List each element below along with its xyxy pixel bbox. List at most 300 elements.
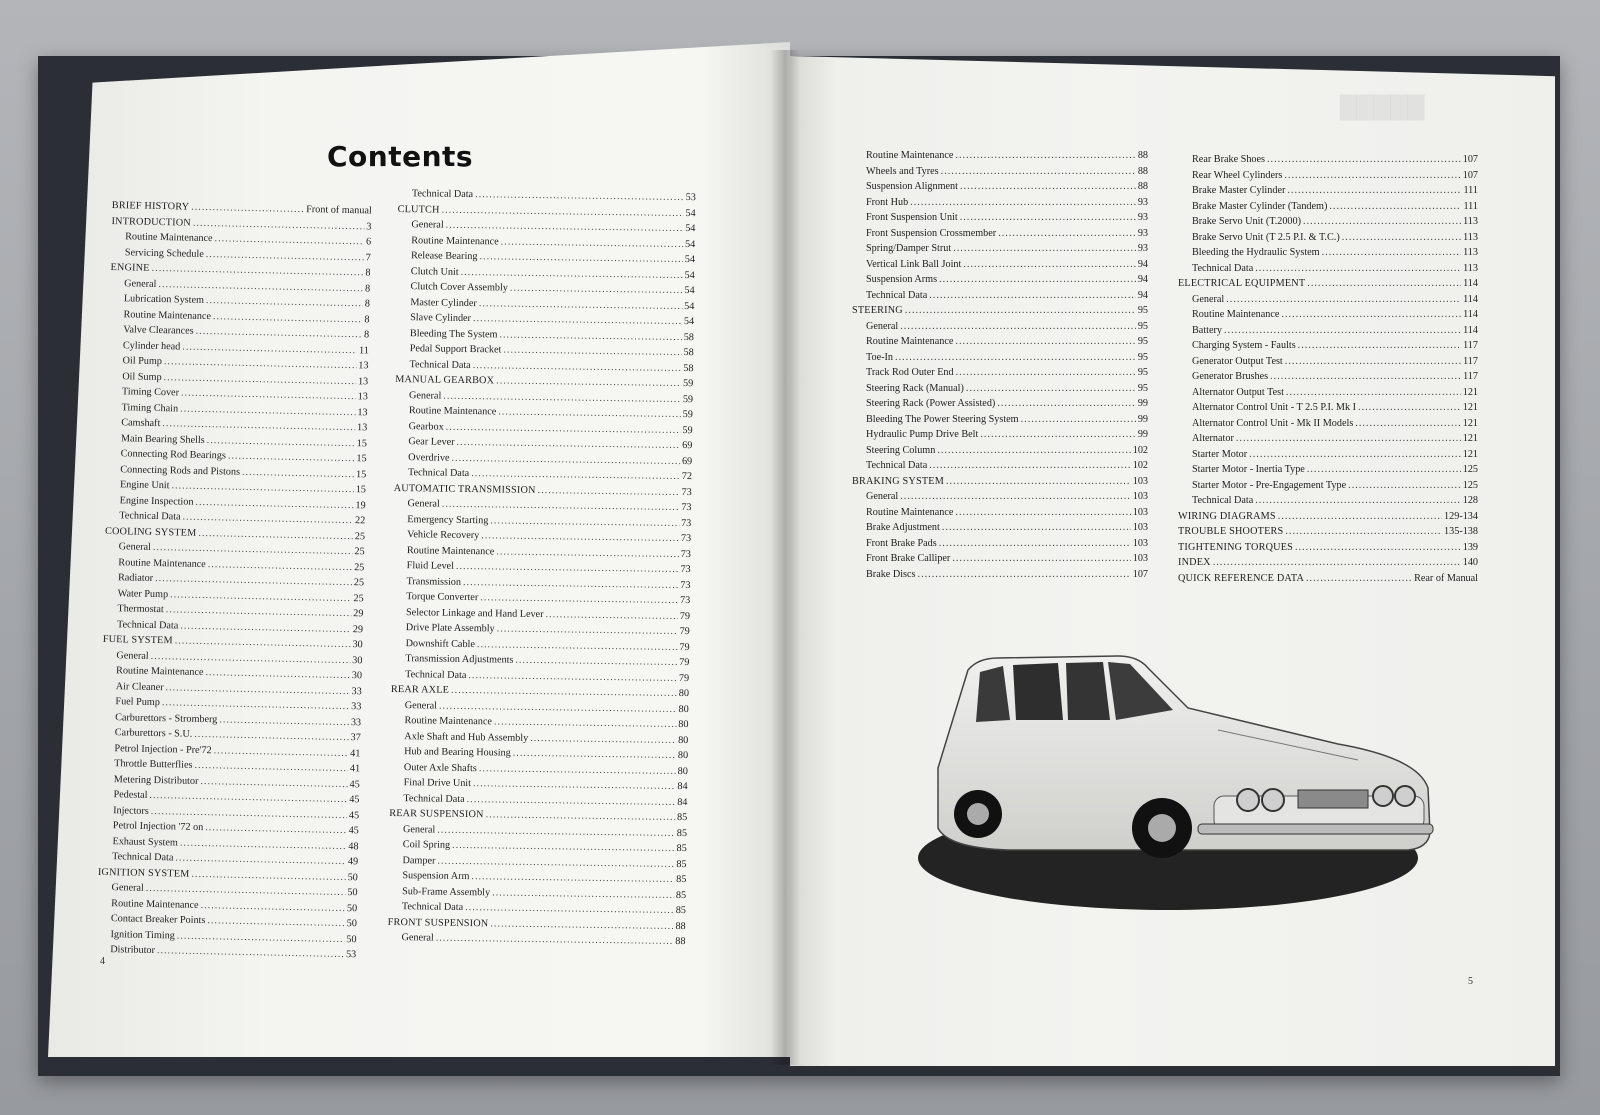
dot-leader [895, 350, 1136, 366]
entry-page-number: 53 [345, 949, 357, 961]
contents-column-2 [387, 186, 696, 950]
contents-entry [852, 334, 1148, 350]
dot-leader [918, 567, 1131, 583]
entry-page-number: 73 [679, 594, 691, 607]
car-window [1066, 662, 1110, 720]
entry-label: REAR AXLE [390, 683, 450, 696]
contents-entry [1178, 199, 1478, 215]
entry-page-number: 95 [1137, 320, 1148, 332]
dot-leader [1348, 478, 1461, 494]
entry-label: Charging System - Faults [1192, 340, 1296, 351]
contents-entry [1178, 307, 1478, 323]
entry-label: INDEX [1178, 557, 1211, 568]
page-title: Contents [327, 140, 474, 173]
entry-label: IGNITION SYSTEM [97, 866, 190, 880]
contents-entry [1178, 447, 1478, 463]
entry-page-number: 135-138 [1444, 526, 1478, 537]
entry-label: Technical Data [405, 668, 467, 681]
entry-page-number: 45 [348, 809, 360, 821]
dot-leader [1270, 369, 1461, 385]
entry-label: Generator Brushes [1192, 371, 1269, 382]
entry-label: Routine Maintenance [111, 897, 199, 911]
entry-page-number: 95 [1137, 305, 1148, 316]
entry-label: Sub-Frame Assembly [402, 885, 491, 898]
dot-leader [941, 164, 1136, 180]
entry-label: Gearbox [408, 420, 444, 433]
entry-label: Routine Maintenance [866, 336, 954, 347]
dot-leader [939, 536, 1131, 552]
dot-leader [1249, 447, 1461, 463]
entry-page-number: 88 [1137, 150, 1148, 161]
contents-entry [1178, 338, 1478, 354]
contents-entry [852, 427, 1148, 443]
entry-page-number: 41 [349, 763, 361, 775]
entry-page-number: 3 [366, 220, 372, 232]
entry-page-number: 121 [1462, 448, 1478, 460]
entry-page-number: 88 [675, 935, 686, 948]
entry-label: Bleeding the Hydraulic System [1192, 247, 1320, 258]
entry-label: Damper [402, 854, 436, 867]
dot-leader [1021, 412, 1136, 428]
entry-label: FUEL SYSTEM [102, 633, 173, 647]
contents-entry [1178, 183, 1478, 199]
entry-label: Routine Maintenance [408, 405, 497, 418]
entry-label: General [402, 823, 436, 836]
entry-label: Technical Data [1192, 262, 1254, 274]
entry-label: Front Suspension Crossmember [866, 227, 997, 239]
entry-page-number: 59 [682, 393, 694, 405]
contents-entry [1178, 323, 1478, 339]
entry-label: Steering Column [866, 444, 936, 456]
entry-label: Technical Data [407, 467, 470, 480]
contents-entry [852, 505, 1148, 521]
dot-leader [1306, 571, 1412, 587]
entry-label: Thermostat [117, 603, 164, 616]
contents-column-1 [96, 198, 372, 963]
contents-section-heading [852, 303, 1148, 319]
entry-label: Routine Maintenance [866, 506, 954, 518]
dot-leader [1298, 338, 1461, 354]
entry-page-number: 54 [685, 207, 696, 219]
contents-entry [852, 164, 1148, 180]
entry-label: Clutch Cover Assembly [410, 281, 509, 294]
entry-label: Oil Pump [122, 355, 163, 368]
entry-page-number: 80 [678, 687, 690, 700]
entry-page-number: 50 [346, 918, 357, 930]
contents-entry [1178, 400, 1478, 416]
entry-page-number: 13 [356, 422, 368, 434]
entry-page-number: 93 [1137, 196, 1148, 208]
entry-page-number: 125 [1462, 479, 1478, 491]
contents-section-heading [1178, 555, 1478, 571]
entry-page-number: 59 [683, 378, 694, 390]
entry-label: Toe-In [866, 351, 894, 363]
contents-entry [852, 443, 1148, 459]
entry-page-number: 13 [357, 375, 369, 387]
entry-page-number: 125 [1462, 464, 1478, 475]
entry-label: Water Pump [117, 587, 169, 600]
entry-page-number: 11 [358, 344, 369, 356]
entry-page-number: 54 [684, 285, 695, 297]
dot-leader [1267, 152, 1461, 168]
entry-label: Alternator Control Unit - T 2.5 P.I. Mk I [1192, 402, 1357, 413]
entry-label: Transmission [406, 575, 462, 588]
entry-label: Pedestal [113, 789, 148, 801]
entry-label: Coil Spring [402, 839, 451, 851]
entry-page-number: 54 [684, 300, 695, 312]
entry-page-number: 59 [682, 424, 693, 436]
entry-label: Slave Cylinder [410, 312, 472, 325]
entry-page-number: 107 [1132, 568, 1148, 580]
entry-label: General [866, 320, 899, 332]
entry-page-number: 13 [358, 360, 369, 372]
dot-leader [966, 381, 1136, 397]
contents-entry [852, 489, 1148, 505]
entry-label: Ignition Timing [110, 928, 175, 941]
entry-label: Bleeding The System [409, 327, 498, 340]
entry-page-number: 79 [679, 641, 690, 653]
contents-entry [852, 319, 1148, 335]
entry-label: Cylinder head [122, 339, 181, 352]
contents-entry [852, 257, 1148, 273]
entry-label: CLUTCH [397, 203, 440, 216]
entry-page-number: 114 [1463, 293, 1478, 305]
dot-leader [1278, 509, 1442, 525]
entry-page-number: 73 [681, 517, 692, 529]
entry-page-number: 50 [346, 902, 358, 914]
entry-label: General [866, 491, 899, 502]
right-page-number: 5 [1468, 976, 1473, 987]
entry-page-number: 102 [1132, 444, 1148, 456]
entry-label: Technical Data [411, 188, 474, 201]
dot-leader [436, 931, 674, 950]
entry-label: BRAKING SYSTEM [852, 475, 944, 487]
dot-leader [929, 288, 1136, 304]
entry-page-number: 94 [1137, 258, 1148, 270]
entry-page-number: 54 [684, 269, 695, 281]
entry-label: Fluid Level [406, 560, 455, 572]
entry-page-number: 129-134 [1444, 510, 1478, 522]
entry-label: Steering Rack (Manual) [866, 382, 964, 394]
entry-page-number: 45 [348, 825, 359, 837]
contents-entry [852, 365, 1148, 381]
car-window [1013, 663, 1063, 720]
entry-page-number: 45 [349, 778, 360, 790]
contents-entry [852, 567, 1148, 583]
entry-page-number: 139 [1462, 541, 1478, 553]
entry-page-number: 80 [678, 718, 689, 731]
entry-label: Axle Shaft and Hub Assembly [404, 730, 529, 744]
entry-label: Front Hub [866, 196, 909, 208]
entry-page-number: 88 [675, 920, 686, 932]
dot-leader [963, 257, 1135, 273]
dot-leader [955, 505, 1130, 521]
dot-leader [905, 303, 1136, 319]
dot-leader [946, 474, 1131, 490]
entry-label: Routine Maintenance [1192, 309, 1280, 320]
entry-label: Front Brake Calliper [866, 553, 951, 564]
entry-label: Camshaft [121, 417, 161, 430]
entry-page-number: 73 [680, 563, 691, 576]
contents-section-heading [1178, 524, 1478, 540]
entry-page-number: 80 [677, 749, 689, 762]
dot-leader [1329, 199, 1461, 215]
entry-page-number: 85 [676, 827, 688, 839]
contents-entry [852, 288, 1148, 304]
show-through-text: █████ [1340, 96, 1425, 121]
contents-entry [852, 536, 1148, 552]
entry-page-number: 85 [676, 858, 687, 870]
entry-page-number: 19 [355, 499, 366, 511]
entry-page-number: 15 [355, 468, 367, 480]
entry-page-number: 117 [1463, 371, 1478, 382]
entry-label: Vertical Link Ball Joint [866, 258, 962, 270]
contents-entry [1178, 478, 1478, 494]
entry-page-number: 79 [679, 625, 690, 638]
entry-page-number: 33 [350, 716, 362, 728]
dot-leader [1255, 261, 1461, 277]
contents-column-3 [852, 148, 1148, 582]
entry-label: Release Bearing [410, 250, 478, 263]
entry-label: Drive Plate Assembly [405, 622, 495, 635]
entry-page-number: 59 [682, 408, 693, 421]
entry-page-number: 121 [1462, 402, 1478, 413]
entry-page-number: 15 [355, 484, 367, 496]
entry-page-number: 93 [1137, 243, 1148, 254]
entry-page-number: 50 [347, 871, 358, 883]
entry-page-number: 58 [683, 347, 694, 359]
entry-page-number: 54 [684, 254, 696, 266]
entry-label: Rear Wheel Cylinders [1192, 169, 1283, 181]
contents-entry [852, 272, 1148, 288]
entry-label: Fuel Pump [115, 696, 160, 709]
entry-page-number: 80 [678, 703, 689, 715]
entry-label: Pedal Support Bracket [409, 343, 502, 356]
front-hubcap [1148, 814, 1176, 842]
entry-page-number: 58 [683, 362, 694, 374]
entry-page-number: 114 [1463, 324, 1478, 336]
contents-entry [1178, 416, 1478, 432]
contents-entry [1178, 354, 1478, 370]
entry-label: Routine Maintenance [866, 150, 954, 161]
dot-leader [998, 226, 1136, 242]
entry-page-number: 49 [347, 856, 359, 868]
entry-page-number: 45 [349, 794, 360, 806]
headlamp [1395, 786, 1415, 806]
entry-label: General [116, 649, 149, 662]
entry-label: Engine Unit [119, 479, 170, 492]
entry-page-number: 73 [680, 548, 691, 560]
dot-leader [1307, 462, 1461, 478]
entry-page-number: 107 [1462, 154, 1478, 165]
entry-page-number: 73 [681, 501, 692, 514]
contents-entry [852, 381, 1148, 397]
entry-label: Gear Lever [408, 436, 455, 448]
dot-leader [1284, 168, 1460, 184]
entry-label: Alternator Output Test [1192, 386, 1284, 398]
entry-label: AUTOMATIC TRANSMISSION [393, 482, 536, 496]
grille [1298, 790, 1368, 808]
entry-label: General [118, 541, 152, 553]
dot-leader [1213, 555, 1461, 571]
contents-entry [852, 520, 1148, 536]
car-estate-photo [918, 648, 1438, 910]
contents-section-heading [852, 474, 1148, 490]
dot-leader [910, 195, 1136, 211]
entry-page-number: 88 [1137, 181, 1148, 192]
entry-label: Battery [1192, 324, 1222, 336]
entry-label: Hydraulic Pump Drive Belt [866, 429, 979, 440]
entry-page-number: 48 [348, 840, 359, 852]
entry-label: General [1192, 293, 1225, 305]
entry-page-number: 117 [1463, 340, 1478, 351]
entry-label: Transmission Adjustments [405, 653, 514, 666]
entry-page-number: 99 [1137, 413, 1148, 425]
entry-label: STEERING [852, 305, 903, 316]
dot-leader [997, 396, 1136, 412]
entry-page-number: 103 [1132, 537, 1148, 549]
entry-page-number: 73 [681, 486, 692, 498]
contents-entry [852, 195, 1148, 211]
entry-page-number: 54 [683, 316, 695, 328]
entry-label: Brake Servo Unit (T.2000) [1192, 216, 1302, 227]
entry-label: Connecting Rods and Pistons [120, 463, 241, 478]
entry-page-number: 121 [1462, 417, 1478, 429]
contents-entry [852, 396, 1148, 412]
entry-label: General [401, 932, 434, 944]
entry-label: Technical Data [1192, 495, 1254, 506]
entry-page-number: 33 [351, 701, 362, 713]
entry-label: Brake Master Cylinder (Tandem) [1192, 200, 1328, 212]
entry-page-number: 103 [1132, 491, 1148, 502]
entry-label: INTRODUCTION [111, 215, 191, 229]
entry-page-number: 103 [1132, 522, 1148, 533]
entry-label: Starter Motor - Inertia Type [1192, 464, 1305, 475]
dot-leader [1287, 183, 1461, 199]
entry-label: Rear Brake Shoes [1192, 154, 1265, 165]
entry-label: Suspension Alignment [866, 181, 958, 192]
entry-label: Metering Distributor [113, 773, 199, 787]
contents-entry [1178, 168, 1478, 184]
entry-page-number: Rear of Manual [1414, 572, 1478, 584]
headlamp [1237, 789, 1259, 811]
contents-entry [852, 210, 1148, 226]
entry-label: Carburettors - Stromberg [115, 711, 218, 725]
dot-leader [1285, 354, 1461, 370]
entry-page-number: 95 [1137, 351, 1148, 363]
entry-label: WIRING DIAGRAMS [1178, 510, 1276, 522]
entry-label: General [404, 699, 438, 712]
dot-leader [1322, 245, 1461, 261]
dot-leader [1285, 524, 1442, 540]
entry-label: Radiator [117, 572, 154, 584]
entry-label: Technical Data [119, 510, 181, 523]
entry-label: FRONT SUSPENSION [387, 916, 489, 929]
entry-page-number: 13 [357, 391, 369, 403]
entry-label: BRIEF HISTORY [111, 199, 190, 213]
entry-label: Routine Maintenance [411, 234, 499, 247]
entry-page-number: 79 [678, 672, 690, 684]
contents-entry [852, 412, 1148, 428]
dot-leader [937, 443, 1130, 459]
entry-label: Throttle Butterflies [114, 758, 193, 771]
entry-label: Suspension Arm [402, 870, 470, 883]
entry-label: Engine Inspection [119, 494, 194, 508]
entry-label: Routine Maintenance [406, 544, 495, 557]
headlamp [1373, 786, 1393, 806]
entry-label: Alternator Control Unit - Mk II Models [1192, 417, 1354, 429]
entry-page-number: 80 [678, 734, 689, 746]
dot-leader [942, 520, 1131, 536]
entry-page-number: 84 [677, 780, 688, 793]
dot-leader [1226, 292, 1461, 308]
entry-page-number: 103 [1132, 475, 1148, 487]
entry-label: ENGINE [110, 261, 150, 274]
dot-leader [960, 210, 1136, 226]
dot-leader [900, 319, 1136, 335]
dot-leader [1236, 431, 1461, 447]
entry-page-number: 140 [1462, 557, 1478, 568]
entry-label: Steering Rack (Power Assisted) [866, 398, 996, 409]
entry-label: Petrol Injection - Pre'72 [114, 742, 212, 756]
entry-label: Timing Chain [121, 401, 179, 414]
entry-page-number: 88 [1137, 165, 1148, 177]
entry-label: Master Cylinder [410, 296, 477, 309]
dot-leader [939, 272, 1136, 288]
entry-page-number: 99 [1137, 429, 1148, 440]
entry-page-number: 102 [1132, 460, 1148, 471]
entry-label: Contact Breaker Points [110, 913, 206, 927]
entry-page-number: 30 [351, 670, 363, 682]
entry-label: Injectors [113, 804, 149, 817]
dot-leader [929, 458, 1130, 474]
entry-label: Front Brake Pads [866, 537, 937, 549]
entry-label: General [411, 219, 444, 231]
entry-page-number: 41 [350, 747, 361, 759]
dot-leader [955, 148, 1135, 164]
entry-label: Starter Motor - Pre-Engagement Type [1192, 479, 1347, 491]
entry-label: Suspension Arms [866, 274, 938, 285]
entry-page-number: 73 [680, 532, 692, 545]
contents-entry [1178, 152, 1478, 168]
entry-page-number: 85 [676, 811, 688, 824]
entry-label: Generator Output Test [1192, 355, 1283, 367]
entry-page-number: 33 [351, 685, 362, 697]
entry-label: General [124, 277, 157, 290]
entry-label: Wheels and Tyres [866, 165, 939, 177]
headlamp [1262, 789, 1284, 811]
contents-entry [852, 226, 1148, 242]
entry-page-number: 95 [1137, 336, 1148, 347]
entry-label: Brake Discs [866, 568, 916, 580]
entry-page-number: 25 [354, 561, 365, 573]
entry-label: Front Suspension Unit [866, 212, 958, 223]
entry-page-number: 25 [354, 530, 366, 542]
entry-label: MANUAL GEARBOX [395, 373, 495, 387]
entry-page-number: 30 [352, 654, 363, 666]
entry-label: Timing Cover [121, 386, 180, 399]
dot-leader [955, 334, 1135, 350]
dot-leader [1286, 385, 1461, 401]
dot-leader [960, 179, 1136, 195]
contents-entry [1178, 292, 1478, 308]
bumper [1198, 824, 1433, 834]
entry-label: Brake Master Cylinder [1192, 185, 1286, 196]
entry-page-number: 114 [1463, 278, 1478, 289]
entry-label: Air Cleaner [115, 680, 164, 693]
entry-label: Routine Maintenance [404, 715, 493, 728]
entry-label: Bleeding The Power Steering System [866, 413, 1019, 425]
